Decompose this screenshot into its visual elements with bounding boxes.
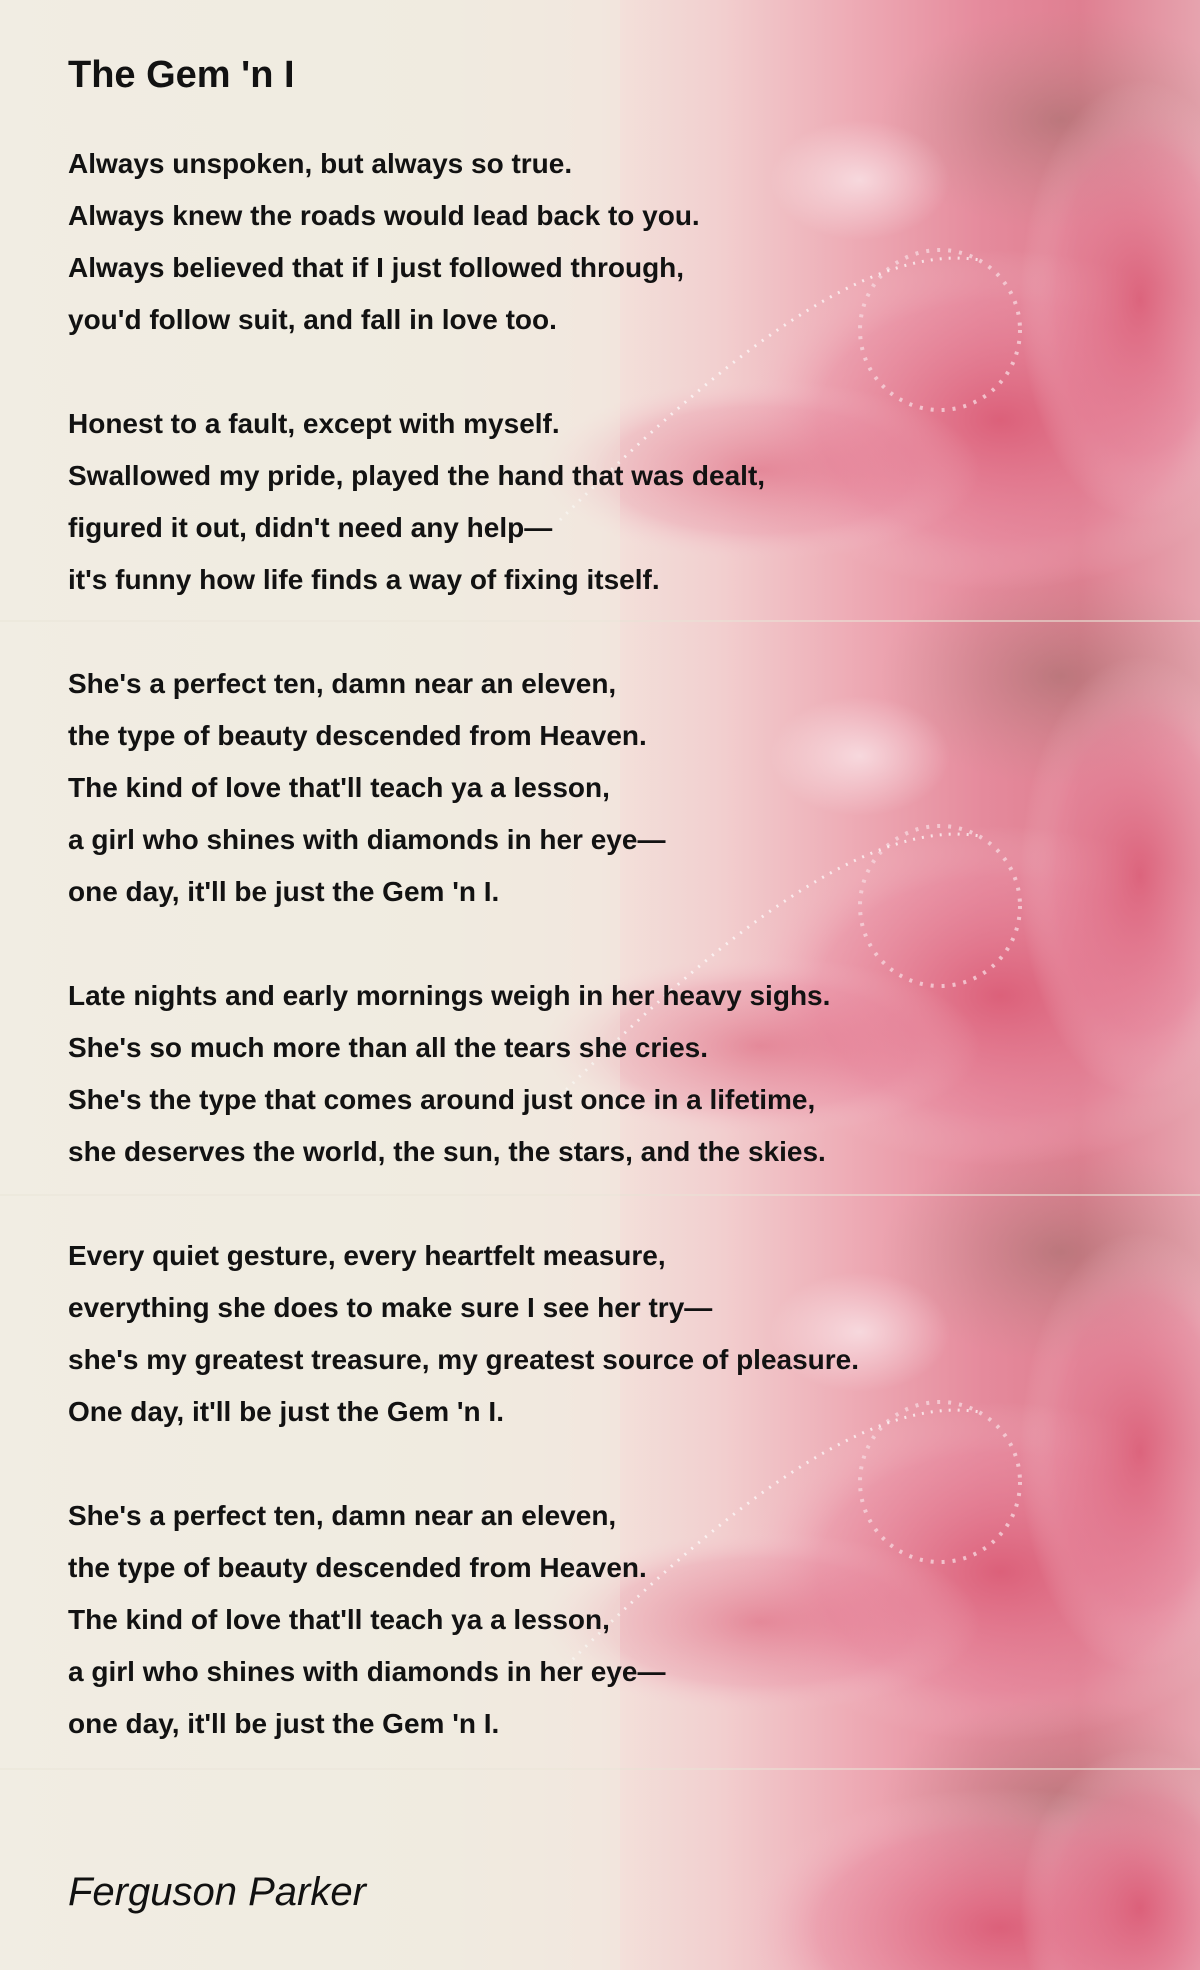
poem-body: [68, 138, 1108, 1750]
poem-line: it's funny how life finds a way of fixing itself.: [68, 564, 660, 595]
poem-line: a girl who shines with diamonds in her eye—: [68, 824, 666, 855]
poem-line: Late nights and early mornings weigh in her heavy sighs.: [68, 980, 831, 1011]
poem-line: Always unspoken, but always so true.: [68, 148, 573, 179]
poem-line: The kind of love that'll teach ya a lesson,: [68, 1604, 610, 1635]
poem-line: Always believed that if I just followed through,: [68, 252, 685, 283]
poem-stanza: [68, 1230, 1108, 1438]
poem-author: Ferguson Parker: [68, 1870, 366, 1914]
poem-line: you'd follow suit, and fall in love too.: [68, 304, 557, 335]
poem-stanza: [68, 970, 1108, 1178]
poem-line: the type of beauty descended from Heaven.: [68, 720, 647, 751]
poem-line: everything she does to make sure I see her try—: [68, 1292, 713, 1323]
poem-line: The kind of love that'll teach ya a lesson,: [68, 772, 610, 803]
poem-line: Swallowed my pride, played the hand that was dealt,: [68, 460, 766, 491]
poem-stanza: [68, 1490, 1108, 1750]
poem-line: one day, it'll be just the Gem 'n I.: [68, 1708, 500, 1739]
poem-line: a girl who shines with diamonds in her eye—: [68, 1656, 666, 1687]
poem-line: she deserves the world, the sun, the stars, and the skies.: [68, 1136, 826, 1167]
poem-line: figured it out, didn't need any help—: [68, 512, 553, 543]
poem-line: She's so much more than all the tears she cries.: [68, 1032, 709, 1063]
poem-line: One day, it'll be just the Gem 'n I.: [68, 1396, 504, 1427]
poem-line: She's a perfect ten, damn near an eleven,: [68, 1500, 617, 1531]
poem-line: She's a perfect ten, damn near an eleven,: [68, 668, 617, 699]
poem-stanza: [68, 138, 1108, 346]
poem-line: one day, it'll be just the Gem 'n I.: [68, 876, 500, 907]
poem-line: She's the type that comes around just once in a lifetime,: [68, 1084, 816, 1115]
poem-line: Every quiet gesture, every heartfelt measure,: [68, 1240, 666, 1271]
poem-content: [68, 52, 1108, 1802]
poem-line: she's my greatest treasure, my greatest source of pleasure.: [68, 1344, 860, 1375]
poem-line: the type of beauty descended from Heaven.: [68, 1552, 647, 1583]
poem-line: Honest to a fault, except with myself.: [68, 408, 560, 439]
poem-stanza: [68, 398, 1108, 606]
poem-stanza: [68, 658, 1108, 918]
poem-line: Always knew the roads would lead back to you.: [68, 200, 700, 231]
poem-title: The Gem 'n I: [68, 54, 295, 96]
